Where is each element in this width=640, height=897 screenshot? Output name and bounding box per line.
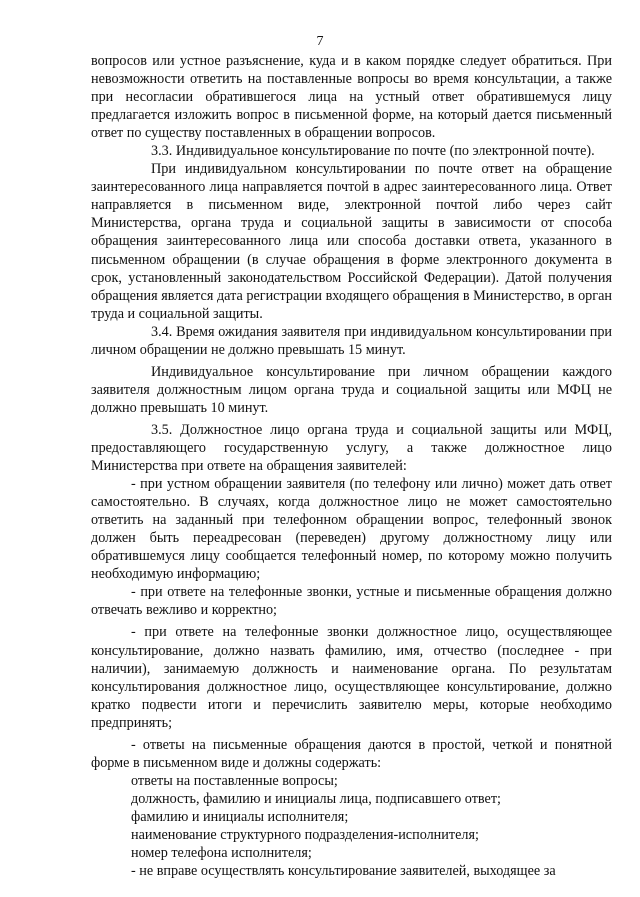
list-item-consultation-limits: - не вправе осуществлять консультирование заявителей, выходящее за — [131, 863, 556, 880]
paragraph-section-3-3-heading: 3.3. Индивидуальное консультирование по почте (по электронной почте). — [151, 143, 595, 160]
list-item-oral-request: - при устном обращении заявителя (по телефону или лично) может дать ответ самостоятельно. В случаях, когда должностное лицо не может самостоятельно ответить на заданный при телефонном обращении вопрос, телефонный звонок должен быть переадресован (переведен) другому должностному лицу или обратившемуся лицу сообщается телефонный номер, по которому можно получить необходимую информацию; — [91, 476, 612, 583]
page-number: 7 — [316, 34, 324, 49]
list-item-phone-introduction: - при ответе на телефонные звонки должностное лицо, осуществляющее консультирование, должно назвать фамилию, имя, отчество (последнее - при наличии), занимаемую должность и наименование органа. По результатам консультирования должностное лицо, осуществляющее консультирование, должно кратко подвести итоги и перечислить заявителю меры, которые необходимо предпринять; — [91, 624, 612, 731]
list-item-written-answers: - ответы на письменные обращения даются в простой, четкой и понятной форме в письменном виде и должны содержать: — [91, 736, 612, 771]
list-item-politeness: - при ответе на телефонные звонки, устные и письменные обращения должно отвечать вежливо и корректно; — [91, 584, 612, 619]
paragraph-mail-consultation: При индивидуальном консультировании по почте ответ на обращение заинтересованного лица направляется почтой в адрес заинтересованного лица. Ответ направляется в письменном виде, электронной почтой либо через сайт Министерства, органа труда и социальной защиты в зависимости от способа обращения заинтересованного лица или способа доставки ответа, указанного в письменном обращении (в случае обращения в форме электронного документа в срок, установленный законодательством Российской Федерации). Датой получения обращения является дата регистрации входящего обращения в Министерство, в орган труда и социальной защиты. — [91, 161, 612, 322]
answer-content-item-answers: ответы на поставленные вопросы; — [131, 772, 338, 789]
document-body — [91, 52, 612, 880]
paragraph-consultation-continued: вопросов или устное разъяснение, куда и в каком порядке следует обратиться. При невозможности ответить на поставленные вопросы во время консультации, а также при несогласии обратившегося лица на устный ответ обратившемуся лицу предлагается изложить вопрос в письменной форме, на который дается письменный ответ по существу поставленных в обращении вопросов. — [91, 53, 612, 142]
paragraph-section-3-5: 3.5. Должностное лицо органа труда и социальной защиты или МФЦ, предоставляющего государственную услугу, а также должностное лицо Министерства при ответе на обращения заявителей: — [91, 421, 612, 475]
answer-content-item-division: наименование структурного подразделения-исполнителя; — [131, 826, 479, 843]
paragraph-personal-consultation-limit: Индивидуальное консультирование при личном обращении каждого заявителя должностным лицом органа труда и социальной защиты или МФЦ не должно превышать 10 минут. — [91, 363, 612, 416]
answer-content-item-executor: фамилию и инициалы исполнителя; — [131, 808, 349, 825]
answer-content-item-phone: номер телефона исполнителя; — [131, 845, 312, 862]
answer-content-item-signatory: должность, фамилию и инициалы лица, подписавшего ответ; — [131, 790, 501, 807]
paragraph-section-3-4: 3.4. Время ожидания заявителя при индивидуальном консультировании при личном обращении не должно превышать 15 минут. — [91, 323, 612, 358]
